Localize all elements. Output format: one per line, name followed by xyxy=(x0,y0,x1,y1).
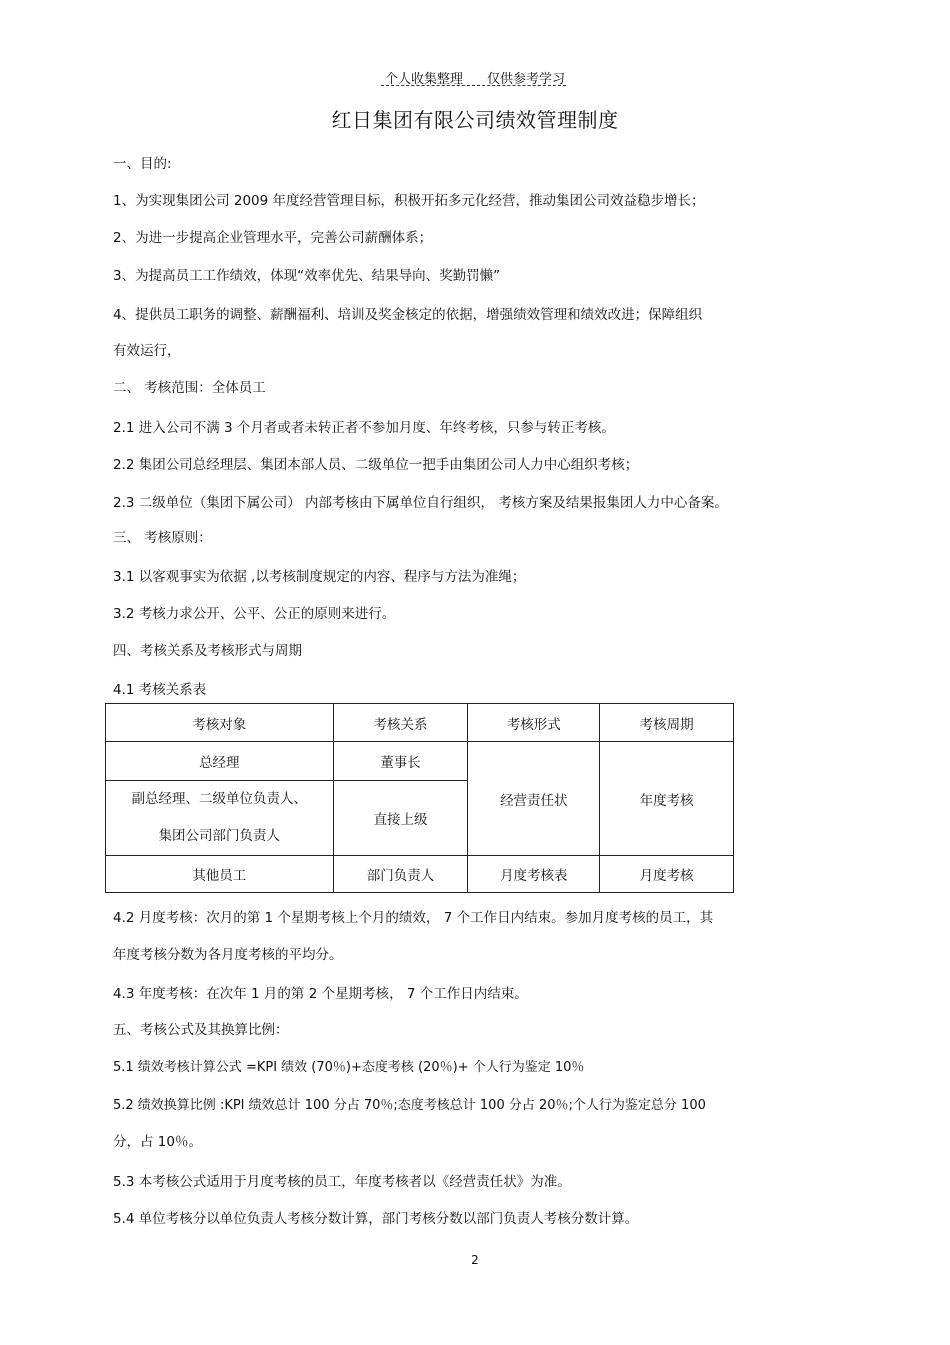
table-header-cell: 考核周期 xyxy=(600,704,734,742)
table-cell: 直接上级 xyxy=(333,781,468,856)
table-cell: 其他员工 xyxy=(106,856,334,893)
assessment-relation-table xyxy=(105,703,734,893)
paragraph-line: 3.2 考核力求公开、公平、公正的原则来进行。 xyxy=(113,606,396,622)
paragraph-line: 4、提供员工职务的调整、薪酬福利、培训及奖金核定的依据，增强绩效管理和绩效改进；保障组织 xyxy=(113,307,703,323)
paragraph-line: 有效运行， xyxy=(113,343,181,359)
section-heading-scope: 二、 考核范围：全体员工 xyxy=(113,380,266,396)
paragraph-line: 3、为提高员工工作绩效，体现“效率优先、结果导向、奖勤罚懒” xyxy=(113,268,501,284)
header-right-text: 仅供参考学习 xyxy=(487,72,566,87)
table-cell: 部门负责人 xyxy=(333,856,468,893)
paragraph-line: 4.3 年度考核：在次年 1 月的第 2 个星期考核， 7 个工作日内结束。 xyxy=(113,986,528,1002)
document-title: 红日集团有限公司绩效管理制度 xyxy=(331,108,619,132)
table-cell: 经营责任状 xyxy=(468,742,600,856)
table-row xyxy=(106,856,734,893)
paragraph-line: 2.2 集团公司总经理层、集团本部人员、二级单位一把手由集团公司人力中心组织考核； xyxy=(113,457,639,473)
table-cell: 董事长 xyxy=(333,742,468,781)
paragraph-line: 5.1 绩效考核计算公式 =KPI 绩效 (70％)+态度考核 (20％)+ 个人行为鉴定 10％ xyxy=(113,1060,585,1075)
table-header-cell: 考核形式 xyxy=(468,704,600,742)
paragraph-line: 5.2 绩效换算比例 :KPI 绩效总计 100 分占 70％;态度考核总计 100 分占 20％;个人行为鉴定总分 100 xyxy=(113,1098,706,1113)
section-heading-principles: 三、 考核原则： xyxy=(113,530,212,546)
section-heading-relations: 四、考核关系及考核形式与周期 xyxy=(113,643,302,659)
paragraph-line: 1、为实现集团公司 2009 年度经营管理目标，积极开拓多元化经营，推动集团公司效益稳步增长； xyxy=(113,193,705,209)
page-number: 2 xyxy=(471,1253,479,1267)
paragraph-line: 5.4 单位考核分以单位负责人考核分数计算，部门考核分数以部门负责人考核分数计算。 xyxy=(113,1211,639,1227)
table-caption: 4.1 考核关系表 xyxy=(113,682,207,698)
table-cell: 月度考核 xyxy=(600,856,734,893)
paragraph-line: 4.2 月度考核：次月的第 1 个星期考核上个月的绩效， 7 个工作日内结束。参加月度考核的员工，其 xyxy=(113,910,714,926)
paragraph-line: 5.3 本考核公式适用于月度考核的员工，年度考核者以《经营责任状》为准。 xyxy=(113,1174,571,1190)
paragraph-line: 2.3 二级单位（集团下属公司） 内部考核由下属单位自行组织， 考核方案及结果报集团人力中心备案。 xyxy=(113,495,728,511)
section-heading-formula: 五、考核公式及其换算比例： xyxy=(113,1022,289,1038)
table-cell: 年度考核 xyxy=(600,742,734,856)
table-cell-line: 集团公司部门负责人 xyxy=(158,828,281,844)
table-cell xyxy=(106,781,334,856)
table-cell: 总经理 xyxy=(106,742,334,781)
table-row xyxy=(106,742,734,781)
table-header-cell: 考核关系 xyxy=(333,704,468,742)
header-dashed-rule xyxy=(381,85,566,86)
paragraph-line: 2.1 进入公司不满 3 个月者或者未转正者不参加月度、年终考核，只参与转正考核。 xyxy=(113,420,615,436)
header-left-text: 个人收集整理 xyxy=(384,72,463,87)
table-cell: 月度考核表 xyxy=(468,856,600,893)
table-cell-line: 副总经理、二级单位负责人、 xyxy=(131,791,308,807)
paragraph-line: 2、为进一步提高企业管理水平，完善公司薪酬体系； xyxy=(113,230,433,246)
table-header-row xyxy=(106,704,734,742)
paragraph-line: 年度考核分数为各月度考核的平均分。 xyxy=(113,947,343,963)
paragraph-line: 分，占 10％。 xyxy=(113,1134,202,1150)
section-heading-purpose: 一、目的: xyxy=(113,156,172,172)
table-header-cell: 考核对象 xyxy=(106,704,334,742)
paragraph-line: 3.1 以客观事实为依据 ,以考核制度规定的内容、程序与方法为准绳； xyxy=(113,569,526,585)
